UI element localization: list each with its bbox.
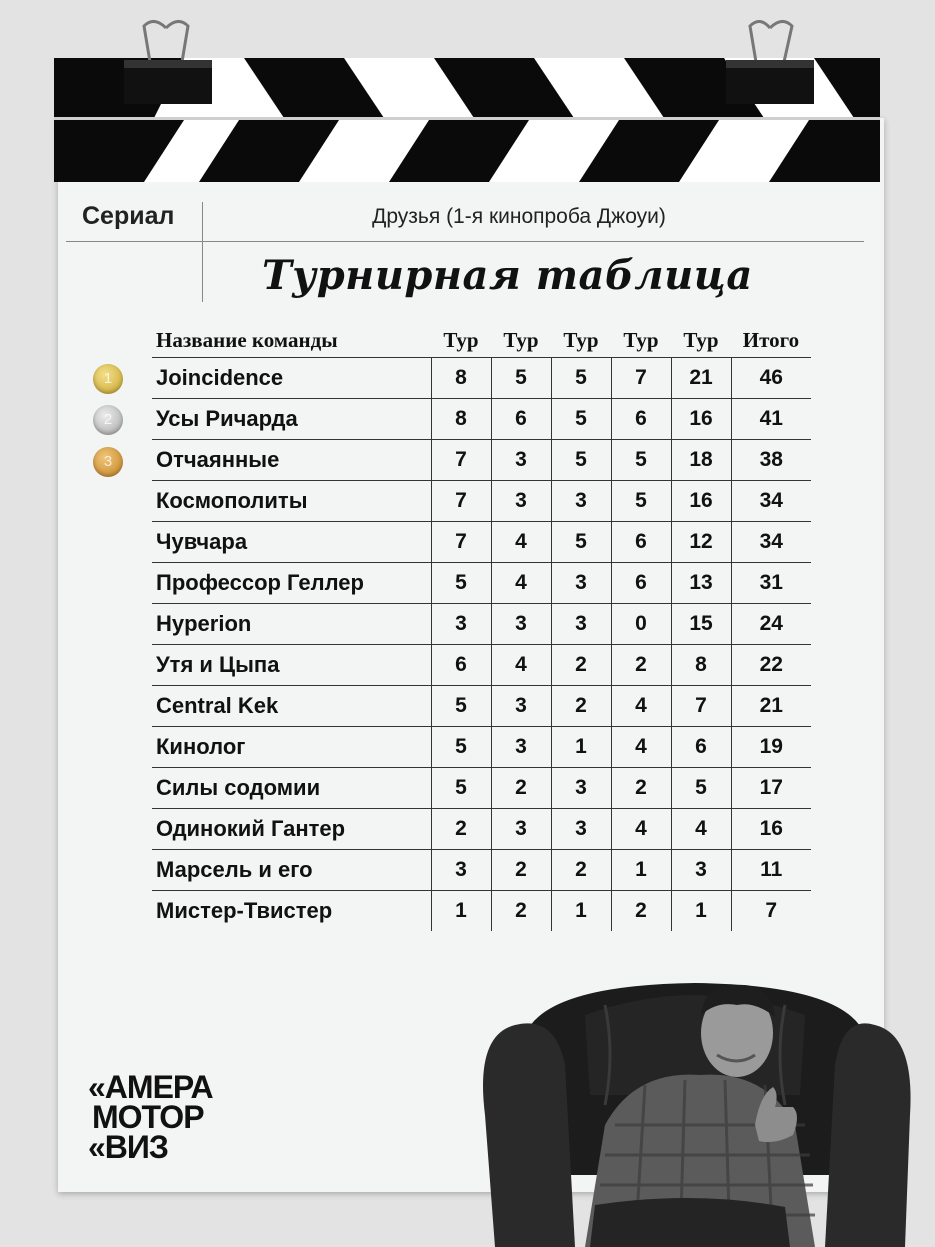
- table-row: [152, 563, 811, 604]
- team-name: Одинокий Гантер: [152, 809, 431, 850]
- header-round-1: Тур: [431, 323, 491, 358]
- round-score: 5: [431, 768, 491, 809]
- round-score: 2: [611, 768, 671, 809]
- round-score: 3: [491, 686, 551, 727]
- round-score: 0: [611, 604, 671, 645]
- team-name: Central Kek: [152, 686, 431, 727]
- series-value: Друзья (1-я кинопроба Джоуи): [372, 205, 666, 228]
- round-score: 2: [611, 891, 671, 932]
- table-row: [152, 727, 811, 768]
- table-row: [152, 481, 811, 522]
- round-score: 3: [431, 604, 491, 645]
- total-score: 38: [731, 440, 811, 481]
- table-row: [152, 645, 811, 686]
- round-score: 6: [611, 563, 671, 604]
- man-in-armchair-photo: [455, 975, 935, 1247]
- round-score: 2: [611, 645, 671, 686]
- round-score: 4: [611, 686, 671, 727]
- total-score: 34: [731, 522, 811, 563]
- total-score: 11: [731, 850, 811, 891]
- round-score: 2: [551, 850, 611, 891]
- team-name: Усы Ричарда: [152, 399, 431, 440]
- round-score: 5: [551, 399, 611, 440]
- team-name: Отчаянные: [152, 440, 431, 481]
- round-score: 1: [551, 727, 611, 768]
- round-score: 6: [611, 399, 671, 440]
- team-name: Профессор Геллер: [152, 563, 431, 604]
- round-score: 3: [551, 481, 611, 522]
- round-score: 3: [491, 727, 551, 768]
- team-name: Joincidence: [152, 358, 431, 399]
- table-row: [152, 891, 811, 932]
- round-score: 3: [551, 768, 611, 809]
- round-score: 5: [431, 563, 491, 604]
- round-score: 4: [671, 809, 731, 850]
- round-score: 3: [551, 604, 611, 645]
- round-score: 13: [671, 563, 731, 604]
- total-score: 41: [731, 399, 811, 440]
- table-row: [152, 440, 811, 481]
- round-score: 1: [671, 891, 731, 932]
- round-score: 1: [611, 850, 671, 891]
- logo-line-1: «АМЕРА: [88, 1069, 213, 1105]
- round-score: 6: [611, 522, 671, 563]
- team-name: Космополиты: [152, 481, 431, 522]
- round-score: 8: [671, 645, 731, 686]
- round-score: 5: [431, 686, 491, 727]
- round-score: 6: [671, 727, 731, 768]
- round-score: 4: [491, 563, 551, 604]
- round-score: 3: [491, 809, 551, 850]
- round-score: 6: [431, 645, 491, 686]
- round-score: 8: [431, 399, 491, 440]
- round-score: 16: [671, 399, 731, 440]
- round-score: 3: [491, 604, 551, 645]
- medal-number: 2: [103, 411, 113, 428]
- round-score: 2: [491, 850, 551, 891]
- table-row: [152, 686, 811, 727]
- header-divider-vertical: [202, 202, 203, 302]
- gold-medal-icon: [93, 364, 123, 394]
- total-score: 24: [731, 604, 811, 645]
- round-score: 4: [611, 727, 671, 768]
- round-score: 5: [611, 481, 671, 522]
- table-row: [152, 809, 811, 850]
- team-name: Чувчара: [152, 522, 431, 563]
- round-score: 5: [551, 440, 611, 481]
- round-score: 7: [431, 522, 491, 563]
- round-score: 5: [671, 768, 731, 809]
- round-score: 15: [671, 604, 731, 645]
- round-score: 3: [491, 481, 551, 522]
- team-name: Силы содомии: [152, 768, 431, 809]
- silver-medal-icon: [93, 405, 123, 435]
- round-score: 8: [431, 358, 491, 399]
- team-name: Кинолог: [152, 727, 431, 768]
- header-total: Итого: [731, 323, 811, 358]
- round-score: 4: [491, 645, 551, 686]
- total-score: 19: [731, 727, 811, 768]
- bronze-medal-icon: [93, 447, 123, 477]
- round-score: 3: [551, 563, 611, 604]
- total-score: 34: [731, 481, 811, 522]
- round-score: 7: [431, 440, 491, 481]
- round-score: 7: [431, 481, 491, 522]
- round-score: 2: [551, 686, 611, 727]
- total-score: 21: [731, 686, 811, 727]
- round-score: 1: [551, 891, 611, 932]
- header-divider-horizontal: [66, 241, 864, 242]
- table-row: [152, 768, 811, 809]
- round-score: 5: [611, 440, 671, 481]
- total-score: 22: [731, 645, 811, 686]
- binder-clip-left-icon: [120, 14, 215, 106]
- team-name: Марсель и его: [152, 850, 431, 891]
- header-round-5: Тур: [671, 323, 731, 358]
- round-score: 2: [491, 768, 551, 809]
- round-score: 12: [671, 522, 731, 563]
- medal-number: 1: [103, 370, 113, 387]
- header-round-2: Тур: [491, 323, 551, 358]
- round-score: 2: [431, 809, 491, 850]
- round-score: 3: [671, 850, 731, 891]
- logo-line-3: «ВИЗ: [88, 1129, 168, 1165]
- binder-clip-right-icon: [722, 14, 817, 106]
- round-score: 5: [431, 727, 491, 768]
- table-row: [152, 604, 811, 645]
- round-score: 5: [551, 358, 611, 399]
- round-score: 5: [551, 522, 611, 563]
- round-score: 2: [551, 645, 611, 686]
- round-score: 3: [491, 440, 551, 481]
- table-row: [152, 358, 811, 399]
- total-score: 46: [731, 358, 811, 399]
- round-score: 18: [671, 440, 731, 481]
- table-row: [152, 522, 811, 563]
- table-header-row: [152, 323, 811, 358]
- round-score: 5: [491, 358, 551, 399]
- round-score: 6: [491, 399, 551, 440]
- round-score: 4: [491, 522, 551, 563]
- team-name: Мистер-Твистер: [156, 898, 333, 923]
- total-score: 7: [731, 891, 811, 932]
- total-score: 17: [731, 768, 811, 809]
- table-row: [152, 850, 811, 891]
- medal-number: 3: [103, 453, 113, 470]
- page-title: Турнирная таблица: [262, 252, 753, 299]
- round-score: 3: [431, 850, 491, 891]
- round-score: 2: [491, 891, 551, 932]
- round-score: 16: [671, 481, 731, 522]
- team-name: Утя и Цыпа: [152, 645, 431, 686]
- total-score: 16: [731, 809, 811, 850]
- header-round-3: Тур: [551, 323, 611, 358]
- team-name: Hyperion: [152, 604, 431, 645]
- header-team-name: Название команды: [152, 323, 431, 358]
- standings-table: [152, 323, 811, 931]
- round-score: 7: [671, 686, 731, 727]
- round-score: 21: [671, 358, 731, 399]
- table-row: [152, 399, 811, 440]
- total-score: 31: [731, 563, 811, 604]
- round-score: 1: [431, 891, 491, 932]
- kamera-motor-kviz-logo: [88, 1069, 213, 1165]
- round-score: 7: [611, 358, 671, 399]
- header-round-4: Тур: [611, 323, 671, 358]
- round-score: 4: [611, 809, 671, 850]
- round-score: 3: [551, 809, 611, 850]
- series-label: Сериал: [82, 202, 175, 230]
- logo-line-2: МОТОР: [92, 1099, 204, 1135]
